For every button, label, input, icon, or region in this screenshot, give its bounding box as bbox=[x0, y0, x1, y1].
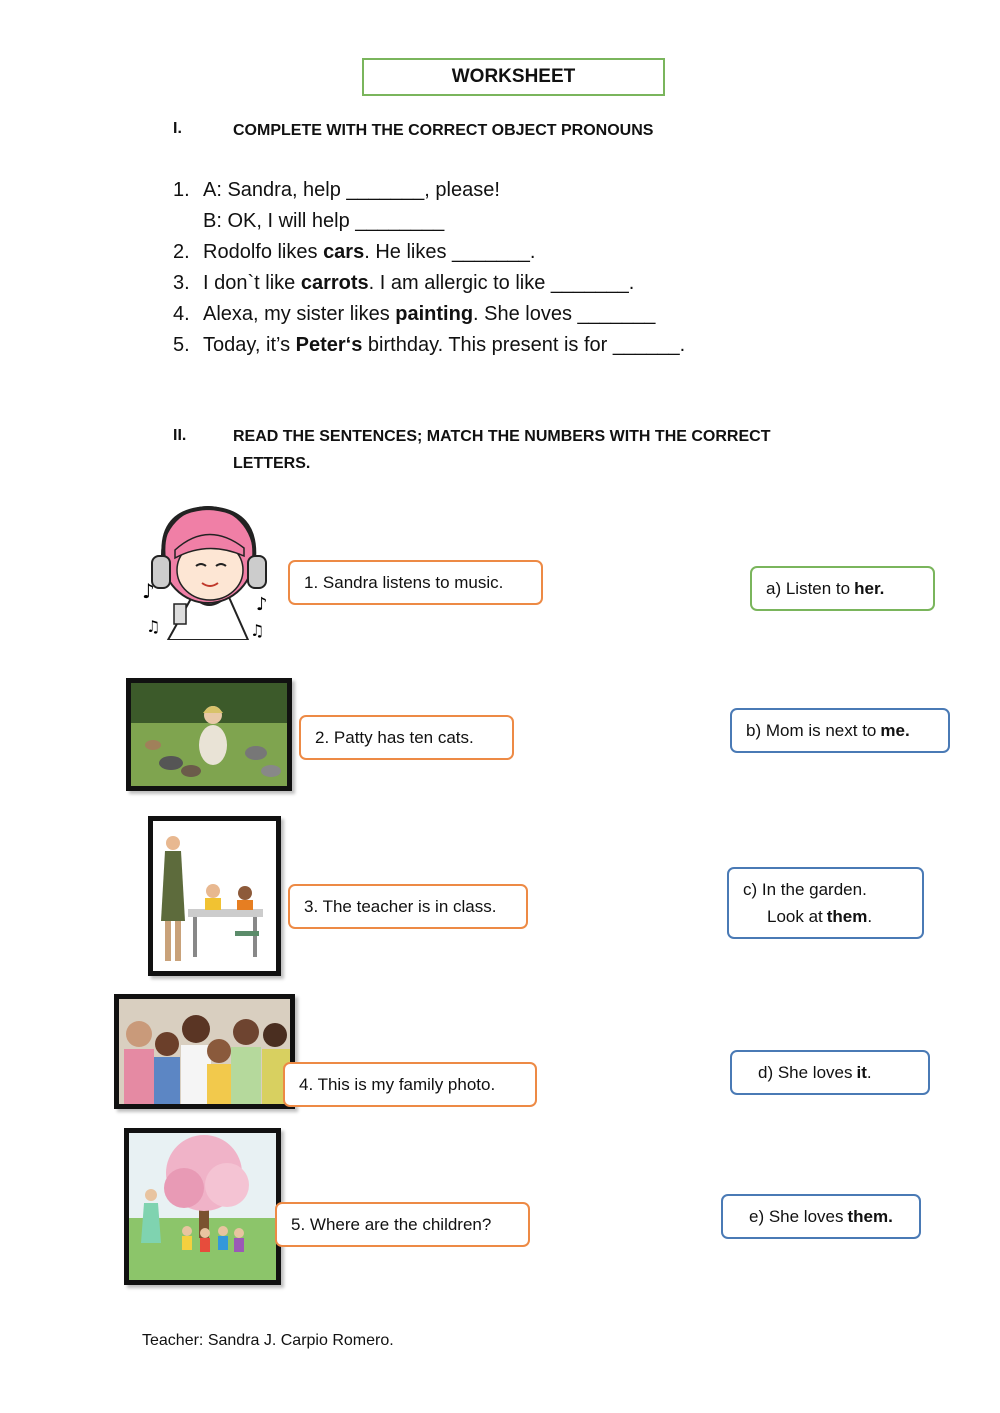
answer-c-line2 bbox=[743, 903, 872, 930]
answer-box-b[interactable] bbox=[730, 708, 950, 753]
question-text: Rodolfo likes bbox=[203, 241, 324, 263]
question-text: B: OK, I will help ________ bbox=[203, 210, 445, 232]
question-keyword: painting bbox=[395, 303, 474, 325]
section-1-heading: COMPLETE WITH THE CORRECT OBJECT PRONOUNS bbox=[233, 122, 654, 139]
section-2-heading-line1: READ THE SENTENCES; MATCH THE NUMBERS WITH THE CORRECT bbox=[233, 428, 771, 445]
question-text: I don`t like bbox=[203, 272, 301, 294]
answer-e-text: e) She loves bbox=[749, 1206, 844, 1226]
question-text-end: . She loves _______ bbox=[473, 303, 656, 325]
svg-text:♪: ♪ bbox=[256, 594, 268, 615]
answer-box-d[interactable] bbox=[730, 1050, 930, 1095]
section-1-number: I. bbox=[173, 120, 182, 137]
sentence-box-3[interactable]: 3. The teacher is in class. bbox=[288, 884, 528, 929]
answer-box-c[interactable] bbox=[727, 867, 924, 939]
question-text: Alexa, my sister likes bbox=[203, 303, 396, 325]
question-item bbox=[173, 299, 685, 330]
question-item bbox=[173, 175, 685, 206]
sentence-box-1[interactable]: 1. Sandra listens to music. bbox=[288, 560, 543, 605]
section-2-heading bbox=[233, 423, 770, 477]
answer-b-text: b) Mom is next to bbox=[746, 720, 877, 740]
question-keyword: cars bbox=[323, 241, 365, 263]
teacher-classroom-illustration bbox=[148, 816, 281, 976]
answer-b-pronoun: me. bbox=[880, 720, 910, 740]
answer-c-pronoun: them bbox=[826, 907, 868, 926]
question-number: 1. bbox=[173, 179, 190, 201]
worksheet-title: WORKSHEET bbox=[362, 58, 665, 96]
answer-c-period: . bbox=[867, 907, 873, 926]
answer-box-a[interactable] bbox=[750, 566, 935, 611]
question-number: 4. bbox=[173, 303, 190, 325]
answer-box-e[interactable] bbox=[721, 1194, 921, 1239]
question-item bbox=[173, 206, 685, 237]
sentence-box-4[interactable]: 4. This is my family photo. bbox=[283, 1062, 537, 1107]
family-photo bbox=[114, 994, 295, 1109]
answer-d-period: . bbox=[866, 1062, 872, 1082]
children-garden-illustration bbox=[124, 1128, 281, 1285]
section-2-heading-line2: LETTERS. bbox=[233, 455, 311, 472]
answer-a-pronoun: her. bbox=[854, 578, 885, 598]
question-text: A: Sandra, help _______, please! bbox=[203, 179, 500, 201]
question-item bbox=[173, 268, 685, 299]
girl-headphones-illustration bbox=[138, 500, 278, 640]
answer-d-text: d) She loves bbox=[758, 1062, 853, 1082]
question-text-end: birthday. This present is for ______. bbox=[362, 334, 686, 356]
answer-c-text: Look at bbox=[767, 907, 823, 926]
svg-text:♫: ♫ bbox=[250, 621, 265, 640]
sentence-box-2[interactable]: 2. Patty has ten cats. bbox=[299, 715, 514, 760]
sentence-box-5[interactable]: 5. Where are the children? bbox=[275, 1202, 530, 1247]
answer-c-line1: c) In the garden. bbox=[743, 880, 867, 899]
question-keyword: Peter‘s bbox=[295, 334, 363, 356]
question-item bbox=[173, 237, 685, 268]
section-1-questions bbox=[173, 175, 685, 361]
question-item bbox=[173, 330, 685, 361]
question-number: 2. bbox=[173, 241, 190, 263]
svg-text:♫: ♫ bbox=[146, 617, 161, 636]
teacher-credit: Teacher: Sandra J. Carpio Romero. bbox=[142, 1332, 394, 1349]
section-2-number: II. bbox=[173, 427, 187, 444]
question-text-end: . I am allergic to like _______. bbox=[368, 272, 635, 294]
question-number: 3. bbox=[173, 272, 190, 294]
woman-with-cats-photo bbox=[126, 678, 292, 791]
question-number: 5. bbox=[173, 334, 190, 356]
question-text-end: . He likes _______. bbox=[364, 241, 536, 263]
question-text: Today, it’s bbox=[203, 334, 296, 356]
answer-a-text: a) Listen to bbox=[766, 578, 851, 598]
answer-e-pronoun: them. bbox=[847, 1206, 893, 1226]
svg-text:♪: ♪ bbox=[142, 579, 155, 603]
answer-d-pronoun: it bbox=[856, 1062, 867, 1082]
question-keyword: carrots bbox=[300, 272, 369, 294]
